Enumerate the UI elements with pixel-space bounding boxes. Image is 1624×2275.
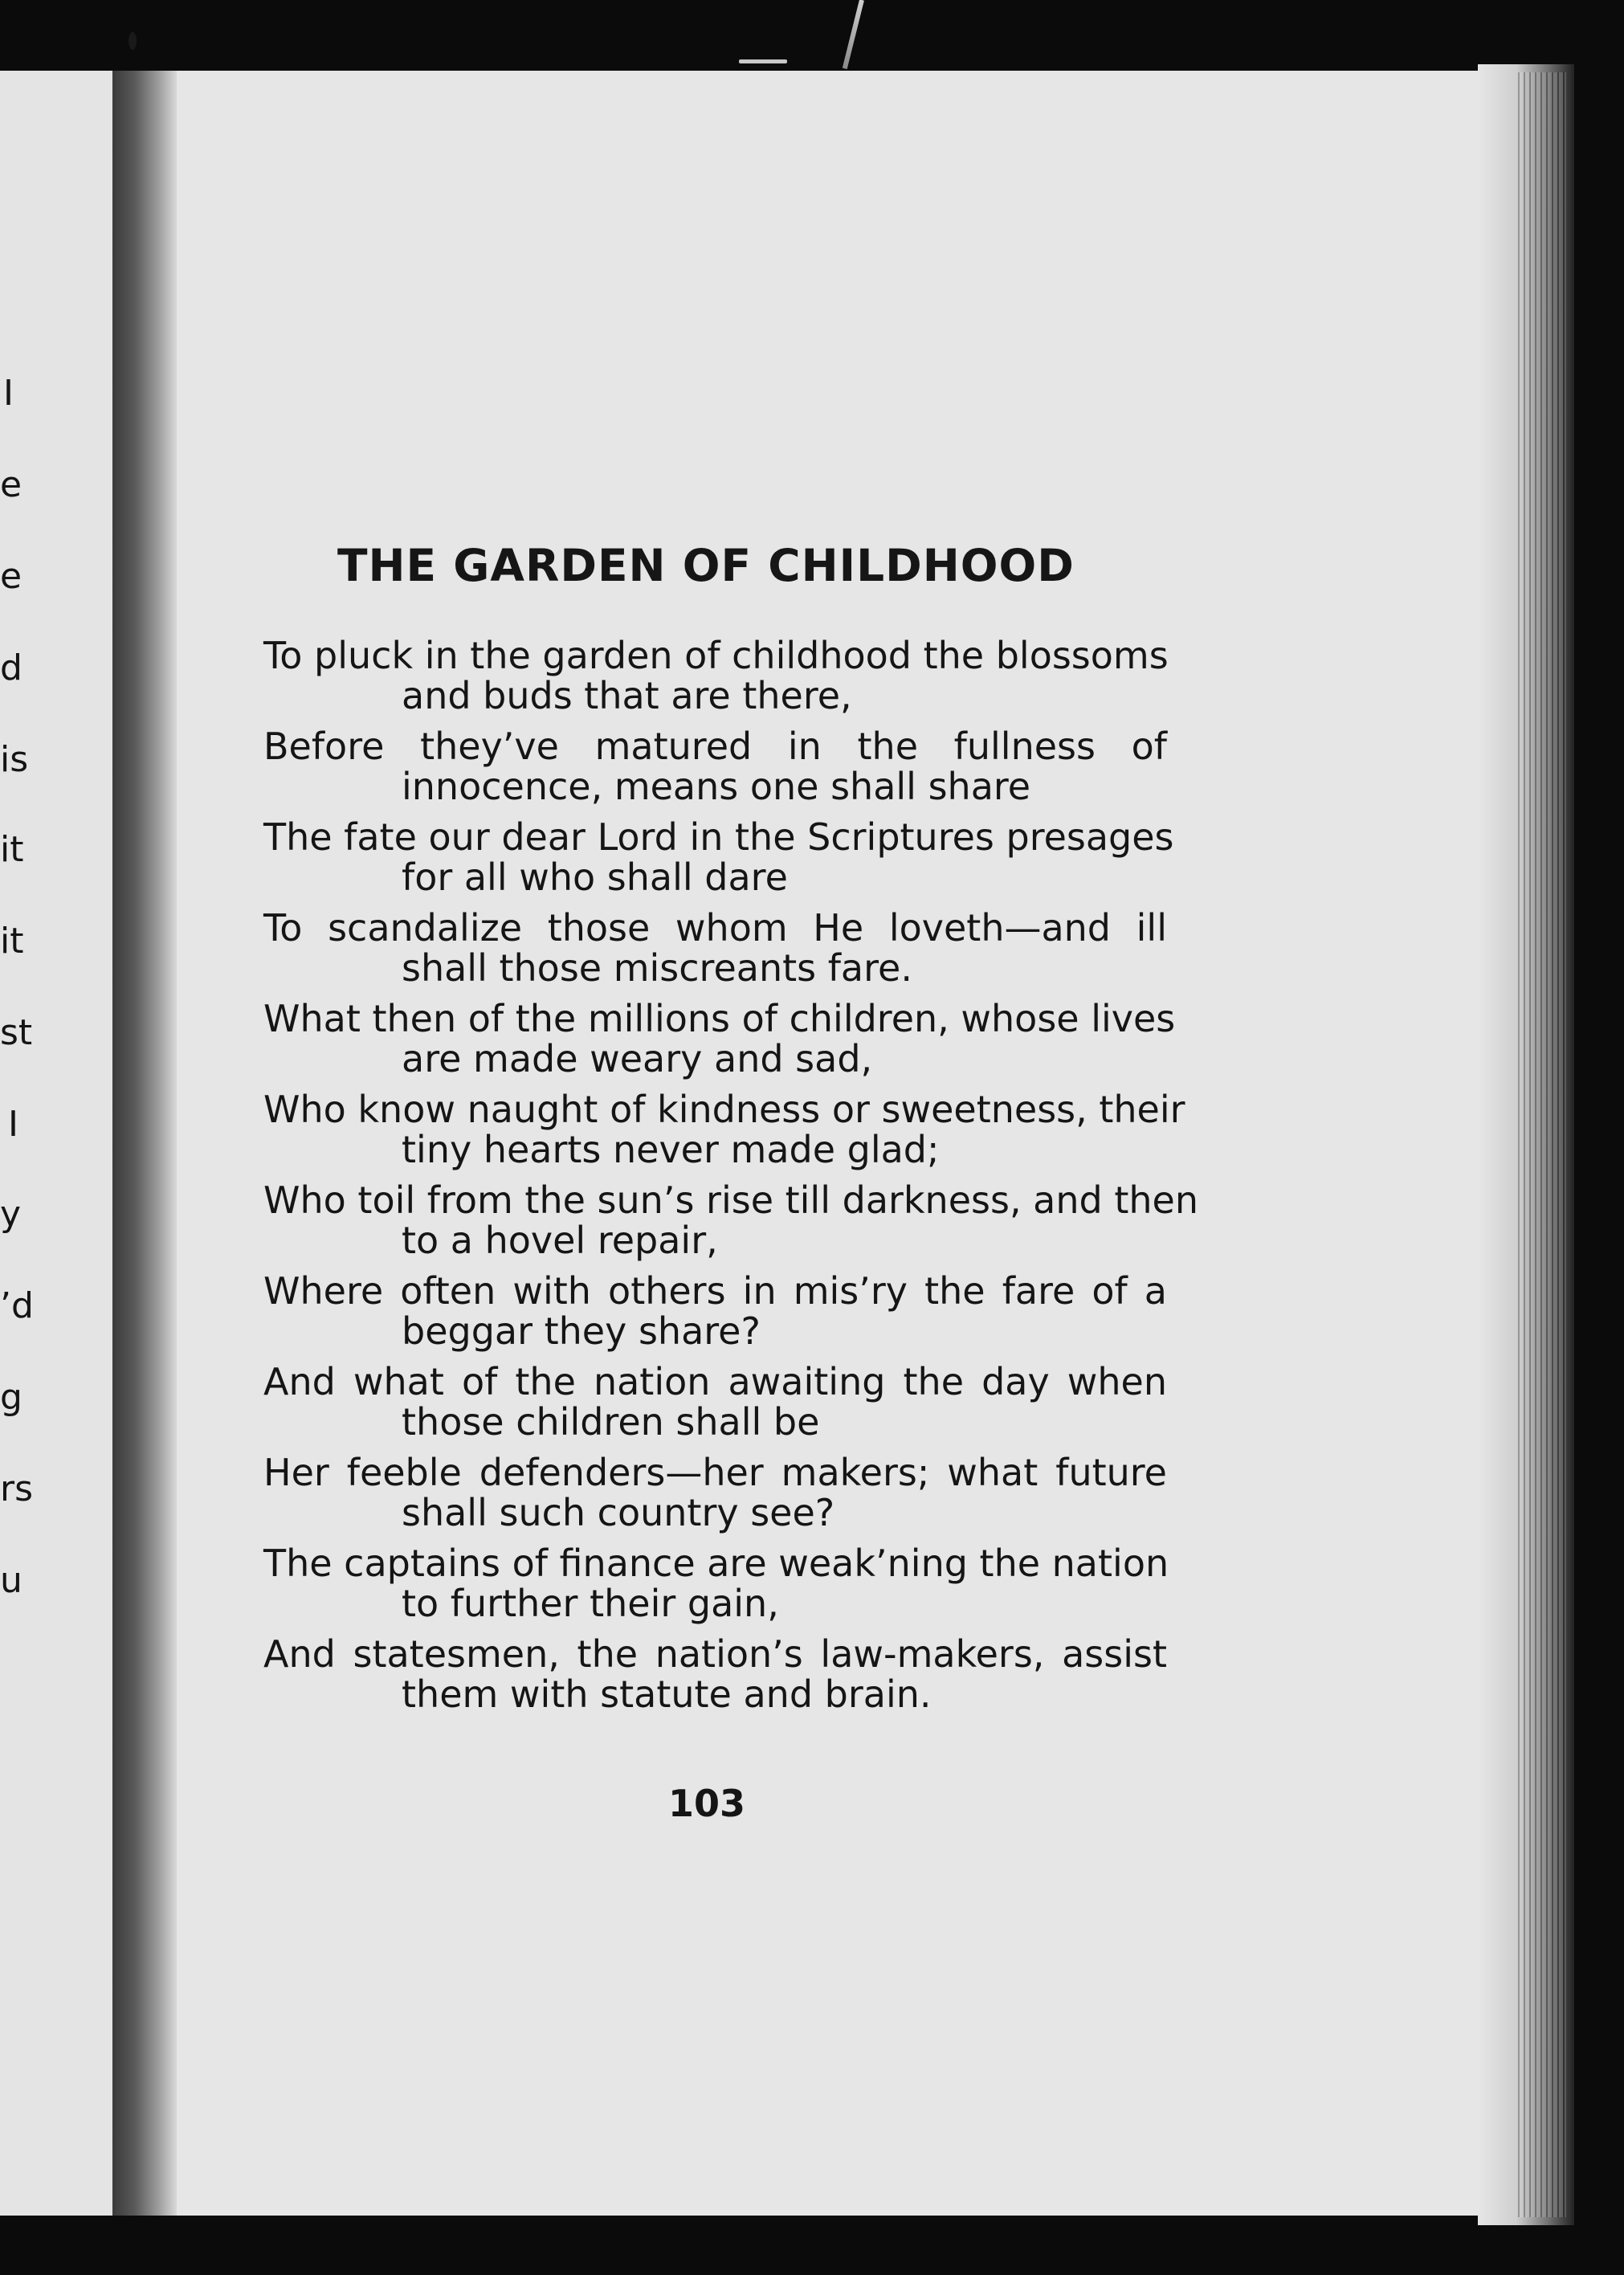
verse-line — [263, 1088, 1185, 1179]
verse-line-continuation: and buds that are there, — [402, 674, 852, 717]
verse-line-first: Who toil from the sun’s rise till darkness, and then — [263, 1178, 1198, 1222]
verse-line-continuation: them with statute and brain. — [402, 1673, 932, 1716]
verse-line — [263, 1178, 1198, 1270]
fragment: u — [0, 1560, 22, 1601]
verse-line-first: The captains of finance are weak’ning the nation — [263, 1542, 1169, 1585]
fragment: it — [0, 921, 24, 962]
fragment: is — [0, 739, 29, 780]
verse-line — [263, 1633, 1167, 1724]
verse-line-continuation: beggar they share? — [402, 1309, 761, 1353]
poem-body — [263, 634, 1198, 1724]
fragment: it — [0, 829, 24, 870]
verse-line — [263, 997, 1176, 1088]
fragment: st — [0, 1012, 33, 1053]
fragment: rs — [0, 1468, 34, 1509]
verse-line-first: And what of the nation awaiting the day when — [263, 1360, 1167, 1403]
fragment: ’d — [0, 1285, 34, 1326]
facing-page-text-fragments — [0, 71, 122, 2216]
verse-line-continuation: those children shall be — [402, 1400, 820, 1444]
gutter-shadow — [112, 71, 177, 2216]
fragment: d — [0, 647, 22, 688]
page-edge-stack — [1518, 72, 1566, 2217]
verse-line-first: Where often with others in mis’ry the fare of a — [263, 1269, 1167, 1313]
verse-line-continuation: shall such country see? — [402, 1491, 835, 1534]
verse-line — [263, 1361, 1167, 1452]
verse-line — [263, 725, 1167, 816]
scan-speck — [739, 59, 787, 63]
verse-line-continuation: tiny hearts never made glad; — [402, 1128, 940, 1171]
verse-line-continuation: to further their gain, — [402, 1582, 779, 1625]
fragment: g — [0, 1377, 22, 1418]
verse-line — [263, 1452, 1167, 1542]
verse-line — [263, 815, 1174, 907]
page-number: 103 — [668, 1782, 746, 1825]
verse-line-first: Before they’ve matured in the fullness of — [263, 725, 1167, 768]
fragment: I — [8, 1104, 18, 1145]
scan-speck — [129, 32, 137, 50]
verse-line-first: To scandalize those whom He loveth—and ill — [263, 906, 1167, 950]
verse-line-first: What then of the millions of children, whose lives — [263, 997, 1176, 1040]
fragment: e — [0, 556, 22, 597]
verse-line-continuation: shall those miscreants fare. — [402, 946, 912, 990]
verse-line-first: To pluck in the garden of childhood the blossoms — [263, 634, 1169, 677]
verse-line — [263, 1270, 1167, 1361]
verse-line — [263, 907, 1167, 998]
binding-thread — [843, 0, 864, 69]
poem-title: THE GARDEN OF CHILDHOOD — [337, 540, 1075, 591]
verse-line-continuation: are made weary and sad, — [402, 1037, 873, 1080]
fragment: e — [0, 464, 22, 505]
facing-page — [0, 71, 122, 2216]
verse-line-continuation: innocence, means one shall share — [402, 765, 1031, 808]
verse-line — [263, 1542, 1167, 1633]
verse-line — [263, 635, 1167, 725]
verse-line-continuation: for all who shall dare — [402, 856, 788, 899]
fragment: I — [3, 373, 14, 414]
verse-line-first: And statesmen, the nation’s law-makers, assist — [263, 1632, 1167, 1676]
verse-line-first: Her feeble defenders—her makers; what future — [263, 1451, 1167, 1494]
verse-line-first: The fate our dear Lord in the Scriptures presages — [263, 815, 1174, 859]
verse-line-first: Who know naught of kindness or sweetness, their — [263, 1088, 1185, 1131]
verse-line-continuation: to a hovel repair, — [402, 1219, 718, 1262]
fragment: y — [0, 1194, 22, 1235]
